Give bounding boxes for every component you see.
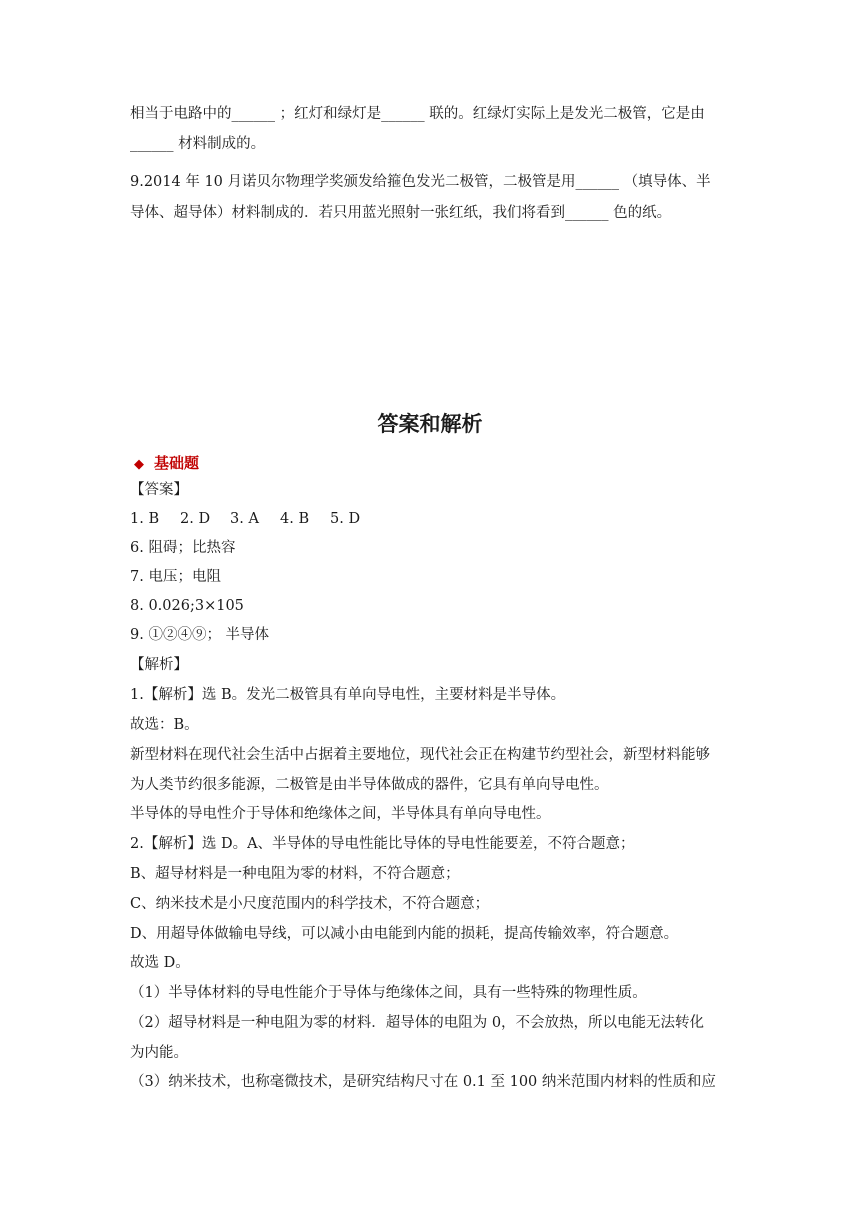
answer-1: 1. B [130, 511, 160, 527]
analysis-line: 为人类节约很多能源，二极管是由半导体做成的器件，它具有单向导电性。 [130, 777, 609, 793]
analysis-line: 故选：B。 [130, 717, 199, 733]
analysis-line: B、超导材料是一种电阻为零的材料，不符合题意； [130, 866, 460, 882]
answer-line: 7. 电压；电阻 [130, 569, 221, 585]
analysis-line: （3）纳米技术，也称毫微技术，是研究结构尺寸在 0.1 至 100 纳米范围内材料的性质和应 [130, 1074, 716, 1090]
analysis-line: 半导体的导电性介于导体和绝缘体之间，半导体具有单向导电性。 [130, 806, 551, 822]
analysis-line: 2.【解析】选 D。A、半导体的导电性能比导体的导电性能要差，不符合题意； [130, 836, 635, 852]
answer-5: 5. D [330, 511, 361, 527]
analysis-line: 为内能。 [130, 1045, 188, 1061]
analysis-line: （2）超导材料是一种电阻为零的材料．超导体的电阻为 0，不会放热，所以电能无法转化 [130, 1015, 705, 1031]
analysis-header: 【解析】 [130, 657, 188, 673]
analysis-line: 故选 D。 [130, 955, 190, 971]
analysis-line: D、用超导体做输电导线，可以减小由电能到内能的损耗，提高传输效率，符合题意。 [130, 926, 679, 942]
analysis-line: 新型材料在现代社会生活中占据着主要地位，现代社会正在构建节约型社会，新型材料能够 [130, 747, 710, 763]
question-9-line-1: 9.2014 年 10 月诺贝尔物理学奖颁发给箍色发光二极管，二极管是用______ （填导体、半 [130, 174, 711, 190]
answer-line: 9. ①②④⑨； 半导体 [130, 627, 270, 643]
answers-title: 答案和解析 [377, 412, 483, 436]
answer-4: 4. B [280, 511, 310, 527]
question-8-line-1: 相当于电路中的______ ；红灯和绿灯是______ 联的。红绿灯实际上是发光二极管，它是由 [130, 106, 705, 122]
analysis-line: （1）半导体材料的导电性能介于导体与绝缘体之间，具有一些特殊的物理性质。 [130, 985, 647, 1001]
question-9-line-2: 导体、超导体）材料制成的．若只用蓝光照射一张红纸，我们将看到______ 色的纸。 [130, 205, 672, 221]
answer-line: 8. 0.026;3×105 [130, 598, 244, 614]
answers-row [130, 509, 740, 529]
analysis-line: 1.【解析】选 B。发光二极管具有单向导电性，主要材料是半导体。 [130, 687, 566, 703]
answer-2: 2. D [180, 511, 211, 527]
section-label: 基础题 [154, 454, 200, 472]
section-heading [134, 452, 199, 473]
analysis-line: C、纳米技术是小尺度范围内的科学技术，不符合题意； [130, 896, 490, 912]
answer-line: 6. 阻碍；比热容 [130, 540, 236, 556]
answer-header: 【答案】 [130, 482, 188, 498]
question-8-line-2: ______ 材料制成的。 [130, 136, 266, 152]
diamond-icon: ◆ [134, 457, 144, 472]
answer-3: 3. A [230, 511, 259, 527]
